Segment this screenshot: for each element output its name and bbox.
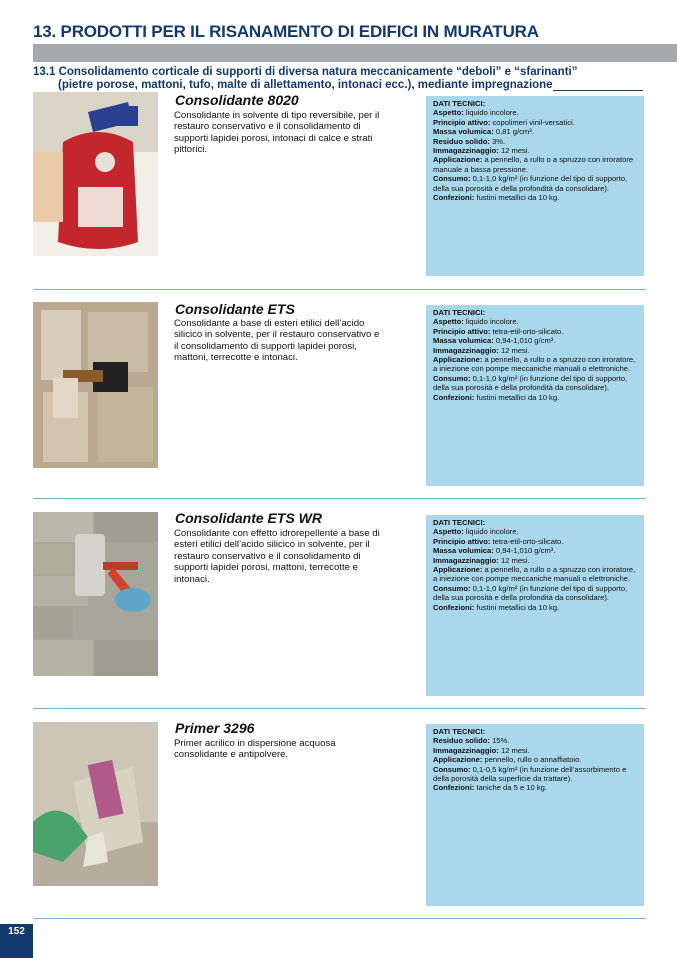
product-description: Primer acrilico in dispersione acquosa consolidante e antipolvere.: [174, 738, 336, 761]
technical-data-title: DATI TECNICI:: [433, 518, 486, 527]
tech-row: Principio attivo: tetra-etil-orto-silicato.: [433, 536, 564, 546]
section-heading: [33, 66, 577, 91]
header-bar: [33, 44, 677, 62]
tech-row: Consumo: 0,1-1,0 kg/m² (in funzione del tipo di supporto, della sua porosità e della profondità da consolidare).: [433, 174, 628, 193]
product-description: Consolidante a base di esteri etilici dell’acido silicico in solvente, per il restauro conservativo e il consolidamento di supporti lapidei porosi, mattoni, terrecotte e intonaci.: [174, 318, 380, 364]
tech-row: Massa volumica: 0,94-1,010 g/cm³.: [433, 336, 556, 346]
technical-data-box: [426, 305, 644, 486]
tech-row: Aspetto: liquido incolore.: [433, 108, 519, 118]
technical-data-box: [426, 515, 644, 696]
product-name: Consolidante 8020: [175, 92, 299, 108]
page-title: 13. PRODOTTI PER IL RISANAMENTO DI EDIFICI IN MURATURA: [33, 22, 539, 41]
tech-row: Immagazzinaggio: 12 mesi.: [433, 345, 530, 355]
section-divider: [33, 289, 646, 290]
section-divider: [33, 918, 646, 919]
section-divider: [33, 708, 646, 709]
tech-row: Confezioni: fustini metallici da 10 kg.: [433, 392, 560, 402]
section-heading-line1: 13.1 Consolidamento corticale di supporti di diversa natura meccanicamente “deboli” e “sfarinanti”: [33, 66, 578, 78]
tech-row: Applicazione: a pennello, a rullo o a spruzzo con irroratore manuale a bassa pressione.: [433, 155, 634, 174]
tech-row: Immagazzinaggio: 12 mesi.: [433, 146, 530, 156]
tech-row: Applicazione: pennello, rullo o annaffiatoio.: [433, 755, 582, 765]
technical-data-box: [426, 724, 644, 906]
tech-row: Applicazione: a pennello, a rullo o a spruzzo con irroratore, a iniezione con pompe meccaniche manuali o elettroniche.: [433, 565, 636, 584]
tech-row: Immagazzinaggio: 12 mesi.: [433, 745, 530, 755]
product-photo-paint-brush: [33, 722, 158, 886]
technical-data-title: DATI TECNICI:: [433, 99, 486, 108]
tech-row: Confezioni: fustini metallici da 10 kg.: [433, 193, 560, 203]
tech-row: Residuo solido: 15%.: [433, 736, 510, 746]
heading-rule: [553, 90, 643, 91]
product-photo-brush-wall: [33, 302, 158, 468]
tech-row: Confezioni: fustini metallici da 10 kg.: [433, 602, 560, 612]
tech-row: Consumo: 0,1-1,0 kg/m² (in funzione del tipo di supporto, della sua porosità e della profondità da consolidare).: [433, 583, 628, 603]
product-description: Consolidante in solvente di tipo reversibile, per il restauro conservativo e il consolidamento di supporti lapidei porosi, intonaci di calce e strati pittorici.: [174, 110, 380, 156]
product-name: Primer 3296: [175, 720, 255, 736]
technical-data-title: DATI TECNICI:: [433, 727, 486, 736]
technical-data-title: DATI TECNICI:: [433, 308, 486, 317]
section-divider: [33, 498, 646, 499]
section-heading-line2: (pietre porose, mattoni, tufo, malte di allettamento, intonaci ecc.), mediante impregnazione: [58, 78, 553, 91]
tech-row: Principio attivo: tetra-etil-orto-silicato.: [433, 326, 564, 336]
tech-row: Confezioni: taniche da 5 e 10 kg.: [433, 783, 547, 793]
page-number: 152: [0, 924, 33, 958]
product-name: Consolidante ETS WR: [175, 510, 322, 526]
tech-row: Residuo solido: 3%.: [433, 136, 506, 146]
product-description: Consolidante con effetto idrorepellente a base di esteri etilici dell’acido silicico in solvente, per il restauro conservativo e il consolidamento di supporti lapidei porosi, mattoni, terrecotte e intonaci.: [174, 528, 380, 585]
technical-data-box: [426, 96, 644, 276]
tech-row: Applicazione: a pennello, a rullo o a spruzzo con irroratore, a iniezione con pompe meccaniche manuali o elettroniche.: [433, 355, 636, 374]
product-photo-roller-wall: [33, 512, 158, 676]
tech-row: Massa volumica: 0,81 g/cm³.: [433, 127, 534, 137]
tech-row: Aspetto: liquido incolore.: [433, 527, 519, 537]
product-name: Consolidante ETS: [175, 301, 295, 317]
product-photo-sprayer: [33, 92, 158, 256]
tech-row: Immagazzinaggio: 12 mesi.: [433, 555, 530, 565]
tech-row: Consumo: 0,1-1,0 kg/m² (in funzione del tipo di supporto, della sua porosità e della profondità da consolidare).: [433, 373, 628, 393]
tech-row: Massa volumica: 0,94-1,010 g/cm³.: [433, 546, 556, 556]
tech-row: Aspetto: liquido incolore.: [433, 317, 519, 327]
tech-row: Consumo: 0,1-0,5 kg/m² (in funzione dell’assorbimento e della porosità della superficie da trattare).: [433, 764, 627, 784]
tech-row: Principio attivo: copolimeri vinil-versatici.: [433, 117, 575, 127]
